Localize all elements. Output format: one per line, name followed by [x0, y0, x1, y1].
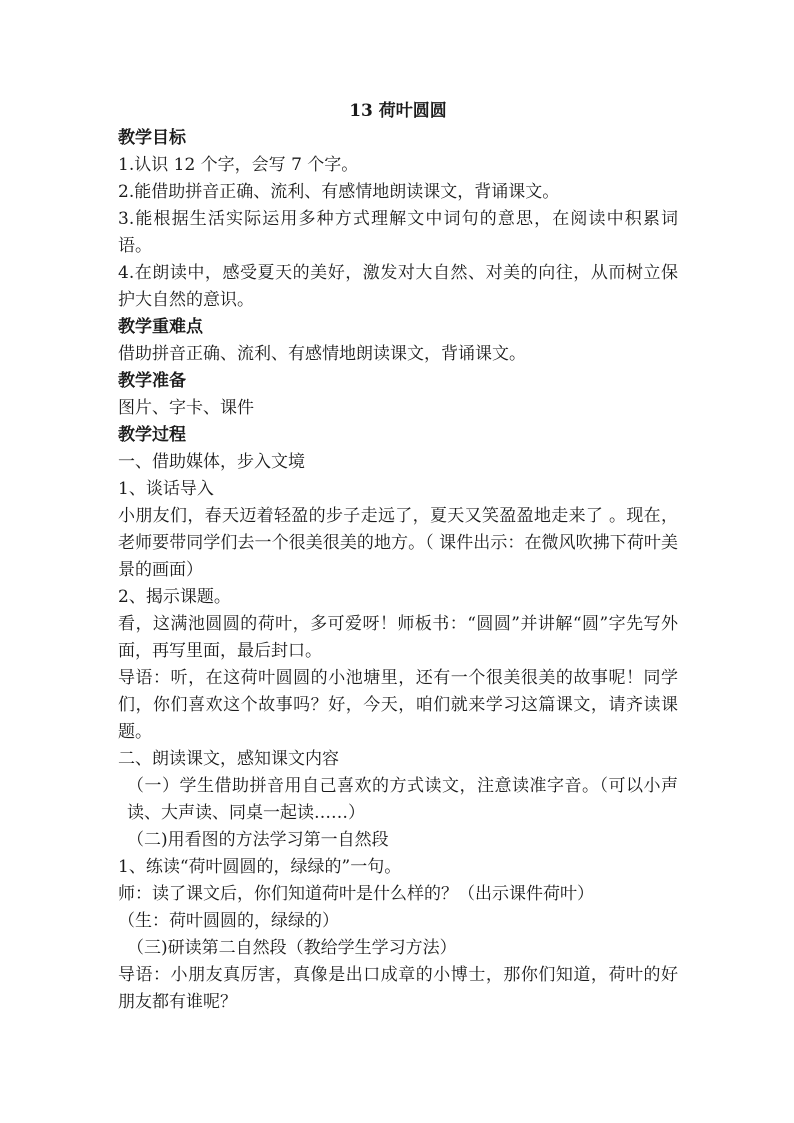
preparation-text: 图片、字卡、课件 [118, 398, 254, 418]
step-two-part-b-teacher: 师：读了课文后，你们知道荷叶是什么样的？（出示课件荷叶） [118, 884, 594, 904]
step-one-part-two-guide: 导语：听，在这荷叶圆圆的小池塘里，还有一个很美很美的故事呢！同学们，你们喜欢这个故事吗？好，今天，咱们就来学习这篇课文，请齐读课题。 [118, 668, 678, 742]
step-two-part-b-item-1: 1、练读“荷叶圆圆的，绿绿的”一句。 [118, 857, 402, 877]
preparation-heading: 教学准备 [118, 371, 186, 391]
goal-item-3: 3.能根据生活实际运用多种方式理解文中词句的意思，在阅读中积累词语。 [118, 209, 678, 256]
goals-heading: 教学目标 [118, 128, 186, 148]
lesson-plan-page [118, 98, 678, 1016]
step-one-title: 一、借助媒体，步入文境 [118, 452, 305, 472]
page-title: 13 荷叶圆圆 [349, 101, 447, 121]
step-one-part-two-title: 2、揭示课题。 [118, 587, 231, 607]
goal-item-2: 2.能借助拼音正确、流利、有感情地朗读课文，背诵课文。 [118, 182, 560, 202]
step-one-part-two-text: 看，这满池圆圆的荷叶，多可爱呀！师板书：“圆圆”并讲解“圆”字先写外面，再写里面，最后封口。 [118, 614, 678, 661]
key-points-heading: 教学重难点 [118, 317, 203, 337]
step-two-part-b: （二)用看图的方法学习第一自然段 [127, 830, 389, 850]
step-two-title: 二、朗读课文，感知课文内容 [118, 749, 339, 769]
step-two-part-b-student: （生：荷叶圆圆的，绿绿的） [118, 911, 339, 931]
process-heading: 教学过程 [118, 425, 186, 445]
goal-item-1: 1.认识 12 个字，会写 7 个字。 [118, 155, 359, 175]
goal-item-4: 4.在朗读中，感受夏天的美好，激发对大自然、对美的向往，从而树立保护大自然的意识。 [118, 263, 678, 310]
key-points-text: 借助拼音正确、流利、有感情地朗读课文，背诵课文。 [118, 344, 526, 364]
step-two-part-c: （三)研读第二自然段（教给学生学习方法） [127, 938, 457, 958]
step-two-part-c-guide: 导语：小朋友真厉害，真像是出口成章的小博士，那你们知道，荷叶的好朋友都有谁呢？ [118, 965, 678, 1012]
step-one-part-one-text: 小朋友们，春天迈着轻盈的步子走远了，夏天又笑盈盈地走来了 。现在，老师要带同学们去一个很美很美的地方。（ 课件出示：在微风吹拂下荷叶美景的画面） [118, 506, 678, 580]
step-two-part-a: （一）学生借助拼音用自己喜欢的方式读文，注意读准字音。（可以小声读、大声读、同桌一起读……） [127, 776, 678, 823]
step-one-part-one-title: 1、谈话导入 [118, 479, 214, 499]
